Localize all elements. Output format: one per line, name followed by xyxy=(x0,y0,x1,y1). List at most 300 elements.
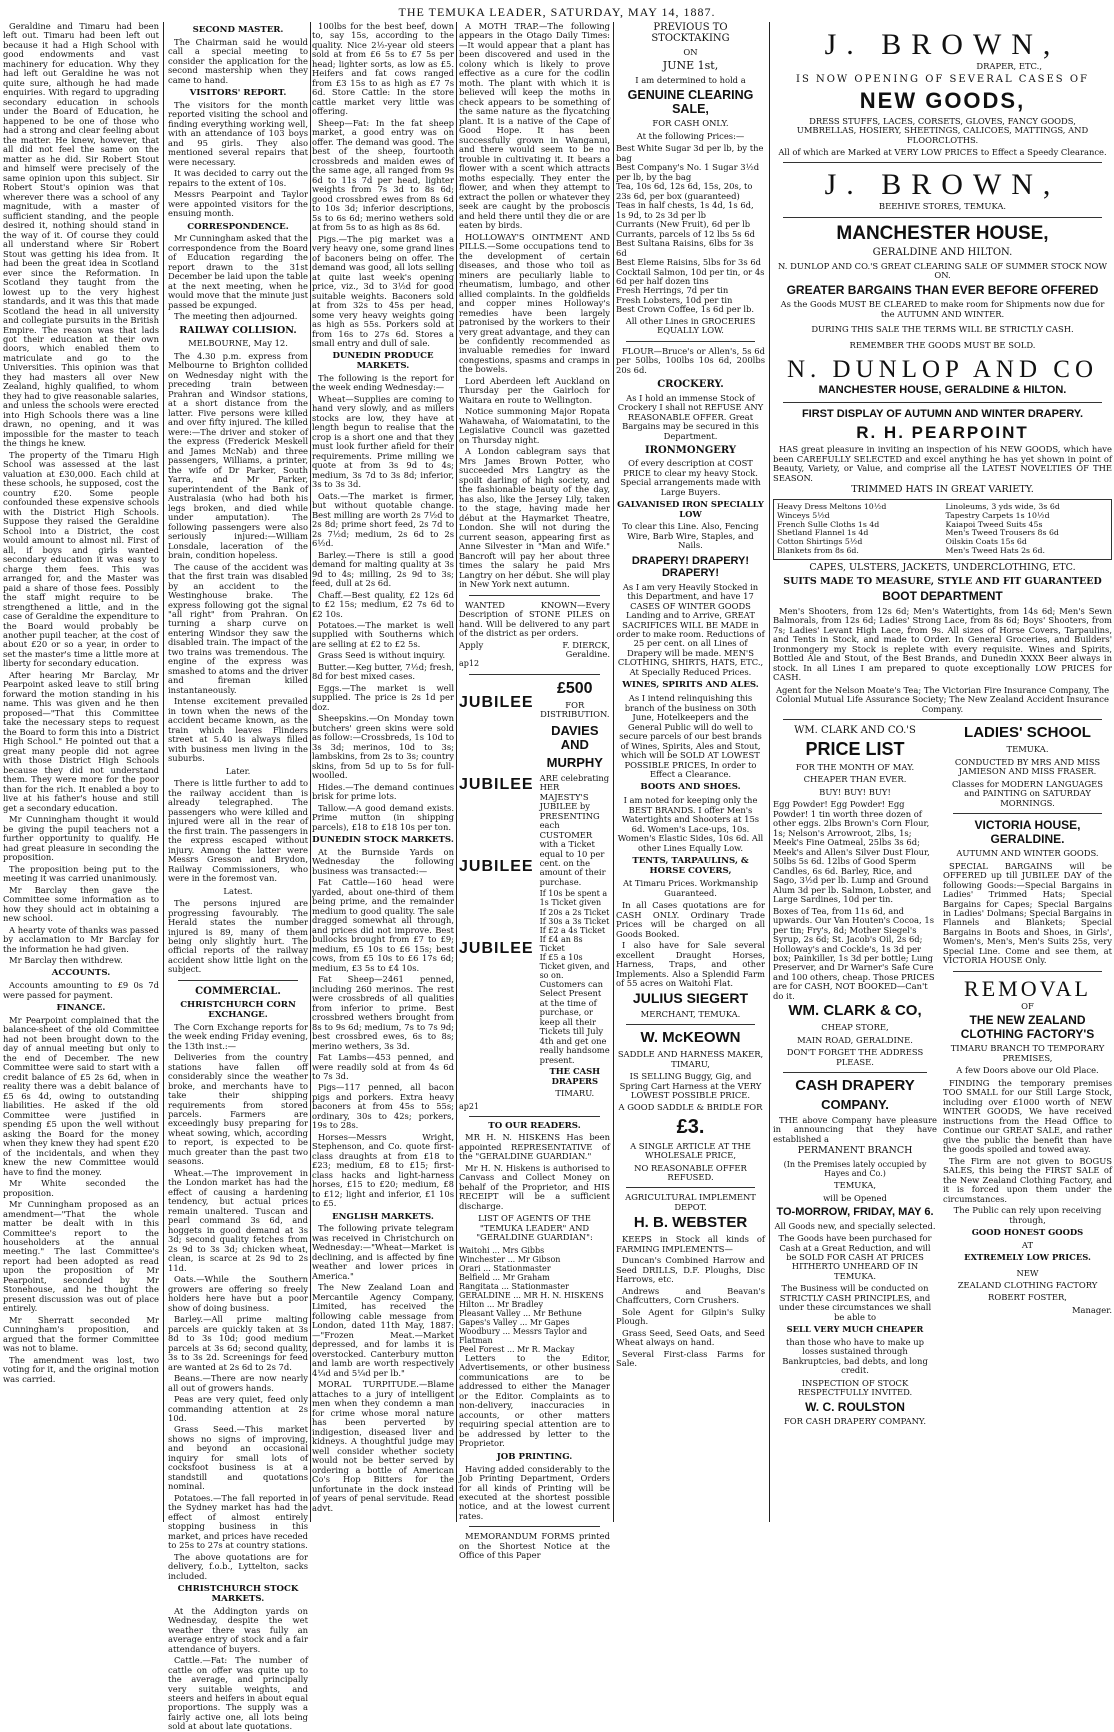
section-heading: ENGLISH MARKETS. xyxy=(332,1211,434,1222)
section-heading: SECOND MASTER. xyxy=(192,25,284,35)
jubilee-word: JUBILEE xyxy=(459,939,534,957)
price-item: Blankets from 8s 6d. xyxy=(777,546,859,556)
wholesale-line: A SINGLE ARTICLE AT THE WHOLESALE PRICE, xyxy=(630,1140,751,1161)
cheaper-line: CHEAPER THAN EVER. xyxy=(803,774,907,785)
article-paragraph: Having added considerably to the Job Printing Department, Orders for all kinds of Printing will be executed at the shortest possible notice, and at the lowest current rates. xyxy=(459,1463,610,1521)
article-paragraph: Mr H. N. Hiskens is authorised to Canvass and Collect Money on behalf of the Proprietor, and HIS RECEIPT will be a sufficient discharge. xyxy=(459,1162,610,1211)
article-paragraph: MR H. N. HISKENS Has been appointed REPRESENTATIVE of the "GERALDINE GUARDIAN." xyxy=(459,1132,610,1162)
agent-row: Woodbury ... Messrs Taylor and Flatman xyxy=(459,1326,588,1345)
mckeown-name: W. McKEOWN xyxy=(640,1029,741,1047)
foster-name: ROBERT FOSTER, xyxy=(988,1292,1067,1303)
divider xyxy=(469,595,600,596)
price-item: Men's Tweed Trousers 8s 6d xyxy=(945,528,1059,538)
permanent-branch: PERMANENT BRANCH xyxy=(797,1145,913,1157)
ticket-row: If 10s be spent a 1s Ticket given xyxy=(539,889,608,908)
column-3 xyxy=(312,22,454,1522)
section-heading: COMMERCIAL. xyxy=(195,985,281,997)
column-2 xyxy=(168,22,308,1732)
column-6 xyxy=(773,22,1112,1522)
divider xyxy=(953,813,1102,814)
pound-500: £500 xyxy=(556,679,593,697)
article-paragraph: Mr Barclay then gave the Committee some information as to how they should act in obtaining a new school. xyxy=(3,884,159,924)
divider xyxy=(178,980,298,981)
boot-body: Men's Shooters, from 12s 6d; Men's Watertights, from 14s 6d; Men's Sewn Balmorals, from 12s 6d; Ladies' Strong Lace, from 8s 6d; Boys' Shooters, from 7s; Ladies' Levant High Lace, from 9s. All sizes of Horse Covers, Tarpaulins, and Tents in Stock, and made to Order. In General Groceries, and Builders' Ironmongery my Stock is replete with every requisite. Wines and Spirits, Bottled Ale and Stout, of the Best Brands, and Dunedin XXXX Beer always in stock. In all Lines I am prepared to quote exceptionally LOW PRICES for CASH. xyxy=(773,605,1112,683)
timaru-branch: TIMARU BRANCH TO TEMPORARY PREMISES, xyxy=(950,1043,1105,1063)
article-paragraph: Letters to the Editor, Advertisements, or other business communications are to be addressed to either the Manager or the Editor. Complaints as to non-delivery, inaccuracies in accounts, or other matters requiring special attention are to be addressed by letter to the Proprietor. xyxy=(459,1353,610,1449)
flour-line: FLOUR—Bruce's or Allen's, 5s 6d per 50lbs, 100lbs 10s 6d, 200lbs 20s 6d. xyxy=(616,345,765,375)
honest-goods: GOOD HONEST GOODS xyxy=(971,1227,1084,1238)
price-item: Cotton Shirtings 5½d xyxy=(777,537,863,547)
sell-note: than those who have to make up losses sustained through Bankruptcies, bad debts, and long credit. xyxy=(782,1336,928,1376)
price-item: Men's Tweed Hats 2s 6d. xyxy=(945,546,1045,556)
article-paragraph: There is little further to add to the railway accident than is already telegraphed. The passengers who were killed and injured were all in the rear of the first train. The passengers in the express escaped without injury. Among the latter were Messrs Gresson and Brydon, Railway Commissioners, who were in the foremost van. xyxy=(168,778,308,884)
wines-heading: WINES, SPIRITS AND ALES. xyxy=(622,680,759,691)
extremely-low: EXTREMELY LOW PRICES. xyxy=(964,1252,1091,1263)
davies-body: ARE celebrating HER MAJESTY'S JUBILEE by PRESENTING each CUSTOMER with a Ticket equal to 10 per cent. on the amount of their purchase. xyxy=(539,772,610,887)
pearpoint-body: HAS great pleasure in inviting an inspection of his NEW GOODS, which have been CAREFULLY SELECTED and excel anything he has yet shown in point of Beauty, Variety, or Value, and comprise all the LATEST NOVELTIES OF THE SEASON. xyxy=(773,444,1112,483)
boot-department: BOOT DEPARTMENT xyxy=(882,589,1003,604)
lower-left xyxy=(773,725,937,1430)
column-5 xyxy=(616,22,765,1522)
price-list-month: FOR THE MONTH OF MAY. xyxy=(795,761,915,772)
section-heading: CHRISTCHURCH STOCK MARKETS. xyxy=(177,1584,299,1604)
divider xyxy=(626,1187,755,1188)
agent-row: GERALDINE ... MR H. N. HISKENS xyxy=(459,1290,604,1300)
webster-body: KEEPS in Stock all kinds of FARMING IMPLEMENTS— xyxy=(616,1234,765,1254)
classes-note: Classes for MODERN LANGUAGES and PAINTING on SATURDAY MORNINGS. xyxy=(952,778,1103,808)
article-paragraph: Peas are very quiet, feed only commanding attention at 2s 10d. xyxy=(168,1394,308,1423)
cash-only: FOR CASH ONLY. xyxy=(652,118,729,129)
ironmongery-heading: IRONMONGERY xyxy=(644,445,737,457)
article-paragraph: Fat Sheep—2461 penned, including 260 merinos. The rest were crossbreds of all qualities from inferior to prime. Best crossbred wethers brought from 8s to 9s 6d; medium, 7s to 7s 9d; best crossbred ewes, 6s to 8s; merino wethers, 3s 3d. xyxy=(312,974,454,1051)
public-line: The Public can rely upon receiving through, xyxy=(953,1205,1102,1225)
ladies-temuka: TEMUKA. xyxy=(1006,744,1049,755)
price-row: Best Sultana Raisins, 6lbs for 3s 6d xyxy=(616,238,754,258)
price-row: Currants, parcels of 12 lbs 5s 6d xyxy=(616,228,755,239)
article-paragraph: Geraldine and Timaru had been left out. Timaru had been left out because it had a High School with good endowments and vast machinery for education. Why they had left out Geraldine he was not quite sure, although he had made enquiries. With regard to upgrading secondary education in schools under the Board of Education, he happened to be one of those who had a strong and clear feeling about the matter. He knew, however, that all did not feel the same on the matter as he did. Sir Robert Stout and himself were precisely of the same opinion upon this subject. Sir Robert Stout's opinion was that wherever there was a school of any magnitude, with a master of sufficient standing, and the people desired it, nothing should stand in the way of it. Of course they could all understand where Sir Robert Stout was getting his idea from. It had been the great idea in Scotland ever since the Reformation. In Scotland they taught from the lowest up to the very highest standards, and it was this that made Scotland the head in all university and collegiate pursuits in the British Empire. The reason was that lads got their education at their own doors, which enabled them to matriculate and go to the Universities. This opinion was that they had masters all over New Zealand, highly qualified, to whom they had to give reasonable salaries, and unless the schools were erected into High Schools there was a line drawn, no opening, and it was impossible for the master to teach the things he knew. xyxy=(3,21,159,449)
crockery-heading: CROCKERY. xyxy=(657,379,724,391)
article-paragraph: The above quotations are for delivery, f.o.b., Lyttelton, sacks included. xyxy=(168,1551,308,1581)
article-paragraph: Pigs.—The pig market was a very heavy one, some grand lines of baconers being on offer. The demand was good, all lots selling at quite last week's opening price, viz., 3d to 3½d for good suitable weights. Baconers sold at from 32s to 45s per head, some very heavy weights going as high as 55s. Porkers sold at from 16s to 27s 6d. Stores a small entry and dull of sale. xyxy=(312,233,454,348)
wanted-name: F. DIERCK, xyxy=(562,639,610,650)
saddle-price: £3. xyxy=(676,1115,705,1138)
now-opening: IS NOW OPENING OF SEVERAL CASES OF xyxy=(796,74,1089,86)
tomorrow-date: TO-MORROW, FRIDAY, MAY 6. xyxy=(776,1206,934,1219)
article-paragraph: Accounts amounting to £9 0s 7d were passed for payment. xyxy=(3,980,159,1000)
column-rule xyxy=(456,22,457,1522)
clark-name: WM. CLARK & CO, xyxy=(788,1002,922,1020)
subhead: Latest. xyxy=(223,885,253,896)
article-paragraph: Potatoes.—The fall reported in the Sydney market has had the effect of almost entirely stopping business in this market, and prices have receded to 25s to 27s at country stations. xyxy=(168,1492,308,1551)
article-paragraph: Lord Aberdeen left Auckland on Thursday per the Gairloch for Waitara en route to Wellington. xyxy=(459,375,610,405)
lower-right xyxy=(943,725,1112,1430)
victoria-house: VICTORIA HOUSE, GERALDINE. xyxy=(974,818,1081,846)
divider xyxy=(626,341,755,342)
article-paragraph: A MOTH TRAP.—The following appears in the Otago Daily Times:—It would appear that a plant has been discovered and used in the colony which is likely to prove effective as a cure for the codlin moth. The plant with which it is believed will keep the moths in check appears to be something of the same nature as the flycatching plant. It is a native of the Cape of Good Hope. It has been successfully grown in Wanganui, and there would seem to be no trouble in cultivating it. It bears a flower with a scent which attracts moths especially. They enter the flower, and when they attempt to extract the pollen or whatever they seek are caught by the proboscis and held there until they die or are eaten by birds. xyxy=(459,21,610,231)
dateline: MELBOURNE, May 12. xyxy=(188,338,288,349)
article-paragraph: Grass Seed.—This market shows no signs of improving, and beyond an occasional inquiry for small lots of cocksfoot business is at a standstill and quotations nominal. xyxy=(168,1424,308,1492)
divider xyxy=(953,971,1102,972)
article-paragraph: Grass Seed is without inquiry. xyxy=(318,650,446,661)
dunlop-subtitle: MANCHESTER HOUSE, GERALDINE & HILTON. xyxy=(818,384,1067,397)
section-heading: VISITORS' REPORT. xyxy=(189,88,287,99)
webster-body: Sole Agent for Gilpin's Sulky Plough. xyxy=(616,1306,765,1327)
article-paragraph: The cause of the accident was that the first train was disabled by an accident to the Westinghouse brake. The express following got the signal "all right" from Prahran. On turning a sharp curve on entering Windsor they saw the disabled train. The impact of the two trains was tremendous. The engine of the express was smashed to atoms and the driver and fireman killed instantaneously. xyxy=(168,561,308,695)
column-1 xyxy=(3,22,159,1522)
article-paragraph: Butter.—Keg butter, 7½d; fresh, 8d for best mixed cases. xyxy=(312,661,454,682)
jubilee-column xyxy=(459,680,534,1102)
ladies-school: LADIES' SCHOOL xyxy=(964,724,1091,742)
agent-row: Rangitata ... Stationmaster xyxy=(459,1281,569,1291)
ticket-row: If £5 a 10s Ticket given, and so on. xyxy=(539,952,610,980)
article-paragraph: Wheat.—The improvement in the London market has had the effect of causing a hardening tendency, but actual prices remain unaltered. Tuscan and pearl command 3s 6d, and hoggets in good demand at 3s 3d; second quality fetches from 2s 9d to 3s 3d; chicken wheat, clean, is scarce at 2s 9d to 2s 11d. xyxy=(168,1167,308,1273)
manchester-house: MANCHESTER HOUSE, xyxy=(836,222,1049,244)
agent-row: Winchester ... Mr Gibson xyxy=(459,1254,561,1264)
main-road: MAIN ROAD, GERALDINE. xyxy=(797,1034,913,1045)
price-item: Linoleums, 3 yds wide, 3s 6d xyxy=(945,502,1060,512)
new-label: NEW xyxy=(1016,1267,1039,1278)
article-paragraph: Messrs Pearpoint and Taylor were appointed visitors for the ensuing month. xyxy=(168,189,308,219)
jubilee-body xyxy=(540,680,610,1102)
timaru-label: TIMARU. xyxy=(555,1088,595,1099)
webster-body: Duncan's Combined Harrow and Seed DRILLS, D.F. Ploughs, Disc Harrows, etc. xyxy=(616,1255,765,1285)
clark-heading: WM. CLARK AND CO.'S xyxy=(794,725,916,737)
webster-body: Several First-class Farms for Sale. xyxy=(616,1348,765,1369)
clearing-sale: N. DUNLOP AND CO.'S GREAT CLEARING SALE OF SUMMER STOCK NOW ON. xyxy=(777,260,1108,281)
article-paragraph: Oats.—While the Southern growers are offering so freely holders here have but a poor show of doing business. xyxy=(168,1274,308,1313)
firm-body: The Firm are not given to BOGUS SALES, this being the FIRST SALE of the New Zealand Clothing Factory, and it is forced upon them under the circumstances. xyxy=(943,1155,1112,1204)
crockery-body: As I hold an immense Stock of Crockery I shall not REFUSE ANY REASONABLE OFFER. Great Bargains may be secured in this Department. xyxy=(617,392,764,441)
article-paragraph: Mr Sherratt seconded Mr Cunningham's proposition, and argued that the former Committee was not to blame. xyxy=(3,1314,159,1354)
terms-cash: DURING THIS SALE THE TERMS WILL BE STRICTLY CASH. xyxy=(811,324,1074,335)
price-row: Best White Sugar 3d per lb, by the bag xyxy=(616,143,764,163)
memo-ad: MEMORANDUM FORMS printed on the Shortest Notice at the Office of this Paper xyxy=(459,1531,610,1561)
article-paragraph: The persons injured are progressing favourably. The Herald states the number injured is 89, many of them being only slightly hurt. The official reports of the railway accident show little light on the subject. xyxy=(168,898,308,975)
purchased-note: The Goods have been purchased for Cash at a Great Reduction, and will be SOLD FOR CASH AT PRICES HITHERTO UNHEARD OF IN TEMUKA. xyxy=(778,1233,932,1281)
victoria-body: SPECIAL BARGAINS will be OFFERED up till JUBILEE DAY of the following Goods:—Special Bargains in Ladies' Trimmed Hats; Special Bargains for Capes; Special Bargains in Ladies' Dolmans; Special Bargains in Flannels and Blankets; Special Bargains in Boots and Shoes, in Girls', Women's, Men's, Men's Suits 25s, very Special Line. Come and see them, at VICTORIA HOUSE Only. xyxy=(943,860,1112,966)
jubilee-word: JUBILEE xyxy=(459,857,534,875)
article-paragraph: HOLLOWAY'S OINTMENT AND PILLS.—Some occupations tend to the development of certain diseases, and those who toil as miners are peculiarly liable to rheumatism, lumbago, and other allied complaints. In the goldfields and copper mines Holloway's remedies have been largely patronised by the workers to their very great advantage, and they can be confidently recommended as invaluable remedies for inward congestions, spasms and cramps in the bowels. xyxy=(459,231,610,375)
article-paragraph: The meeting then adjourned. xyxy=(174,311,298,322)
ticket-row: If £2 a 4s Ticket xyxy=(539,925,606,935)
article-paragraph: Horses—Messrs Wright, Stephenson, and Co. quote first-class draughts at from £18 to £23; medium, £8 to £15; first-class hacks and light-harness horses, £15 to £20; medium, £8 to £12; light and inferior, £1 10s to £5. xyxy=(312,1131,454,1209)
autumn-winter: AUTUMN AND WINTER GOODS. xyxy=(956,848,1099,859)
section-heading: ACCOUNTS. xyxy=(51,968,111,979)
new-goods: NEW GOODS, xyxy=(859,87,1026,113)
article-paragraph: Barley.—All prime malting parcels are quickly taken at 3s 8d to 3s 10d; good medium parcels at 3s 6d; second quality, 3s to 3s 2d. Screenings for feed are wanted at 2s 6d to 2s 7d. xyxy=(168,1314,308,1372)
price-item: Kaiapoi Tweed Suits 45s xyxy=(945,519,1043,529)
galvanised-body: To clear this Line. Also, Fencing Wire, Barb Wire, Staples, and Nails. xyxy=(622,521,759,551)
price-table xyxy=(773,499,1112,560)
mckeown-title: SADDLE AND HARNESS MAKER, TIMARU, xyxy=(617,1049,764,1069)
removal-title: REMOVAL xyxy=(964,975,1091,1001)
dunlop-title: N. DUNLOP AND CO xyxy=(786,356,1099,384)
groceries-line: All other Lines in GROCERIES EQUALLY LOW. xyxy=(625,315,756,336)
article-paragraph: Cattle.—Fat: The number of cattle on offer was quite up to the average, and principally very suitable weights, and steers and heifers in about equal proportions. The supply was a fairly active one, all lots being sold at about late quotations. xyxy=(168,1655,308,1732)
drapery-heading: DRAPERY! DRAPERY! DRAPERY! xyxy=(631,554,750,580)
section-heading: JOB PRINTING. xyxy=(496,1451,573,1462)
ironmongery-body: Of every description at COST PRICE to clear my heavy Stock. Special arrangements made with Large Buyers. xyxy=(620,458,761,497)
jubilee-word: JUBILEE xyxy=(459,775,534,793)
article-paragraph: The New Zealand Loan and Mercantile Agency Company, Limited, has received the following cable message from London, dated 11th May, 1887:—"Frozen Meat.—Market depressed, and for lambs it is overstocked. Canterbury mutton and lamb are worth respectively 4¼d and 5¼d per lb." xyxy=(312,1282,454,1378)
webster-name: H. B. WEBSTER xyxy=(633,1214,748,1232)
price-row: Teas in half chests, 1s 4d, 1s 6d, 1s 9d, to 2s 3d per lb xyxy=(616,200,754,220)
article-paragraph: Mr Barclay then withdrew. xyxy=(9,954,123,965)
article-paragraph: Mr Cunningham asked that the correspondence from the Board of Education regarding the report drawn to the 31st December be laid upon the table at the next meeting, when he would move that the minute just passed be expunged. xyxy=(168,233,308,310)
davies-tail: Customers can Select Present at the time of purchase, or keep all their Tickets till July 4th and get one really handsome present. xyxy=(539,978,610,1065)
siegert-title: MERCHANT, TEMUKA. xyxy=(640,1008,741,1019)
article-paragraph: Mr Pearpoint complained that the balance-sheet of the old Committee had not been brought down to the day of annual meeting but only to the end of December. The new Committee were said to start with a credit balance of £5 2s 6d, when in reality there was a debit balance of £5 6s 4d, owing to outstanding liabilities. He asked if the old Committee were justified in spending £5 upon the well without asking the Board for the money when they knew they had spent £20 of the incidentals, and when they knew the new Committee would have to find the money. xyxy=(3,1014,159,1177)
article-paragraph: The 4.30 p.m. express from Melbourne to Brighton collided on Wednesday night with the preceding train between Prahran and Windsor stations, at a short distance from the latter. Five persons were killed and over fifty injured. The killed were:—The driver and stoker of the express (Frederick Meskell and James McNab) and three passengers, Williams, a printer, the wife of Dr Parker, South Yarra, and Mr Parker, superintendent of the Bank of Australasia (who had both his legs broken, and died while under amputation). The following passengers were also seriously injured:—William Lonsdale, laceration of the brain, condition hopeless. xyxy=(168,350,308,561)
price-list-body: Egg Powder! Egg Powder! Egg Powder! 1 tin worth three dozen of other eggs. 2lbs Brown's Corn Flour, 1s; Nelson's Arrowroot, 2lbs, 1s; Meek's Fine Oatmeal, 25lbs 3s 6d; Meek's and Allen's Silver Dust Flour, 50lbs 5s 6d. 12lbs of Good Sperm Candles, 6s 6d. Barley, Rice, and Sago, 3½d per lb. Lump and Ground Alum 3d per lb. Salmon, Lobster, and Large Sardines, 10d per tin. xyxy=(773,799,932,905)
column-rule xyxy=(769,22,770,1522)
inspection: INSPECTION OF STOCK RESPECTFULLY INVITED. xyxy=(797,1377,913,1398)
sell-cheaper: SELL VERY MUCH CHEAPER xyxy=(786,1324,924,1335)
divider xyxy=(783,1072,927,1073)
article-paragraph: 100lbs for the best beef, down to, say 15s, according to the quality. Nice 2½-year old steers sold at from £6 5s to £7 5s per head; lighter sorts, as low as £5. Heifers and fat cows ranged from £3 15s to as high as £7 7s 6d. Store Cattle: In the store cattle market very little was offering. xyxy=(312,21,454,117)
beehive-stores: BEEHIVE STORES, TEMUKA. xyxy=(878,201,1007,212)
manager-label: Manager. xyxy=(1071,1304,1112,1315)
greater-bargains: GREATER BARGAINS THAN EVER BEFORE OFFERED xyxy=(786,282,1099,297)
price-row: Cocktail Salmon, 10d per tin, or 4s 6d per half dozen tins xyxy=(616,266,765,286)
column-rule xyxy=(613,22,614,1522)
nzcf-title: THE NEW ZEALAND CLOTHING FACTORY'S xyxy=(960,1013,1095,1041)
few-doors: A few Doors above our Old Place. xyxy=(956,1065,1099,1076)
siegert-name: JULIUS SIEGERT xyxy=(632,989,749,1006)
tents-heading: TENTS, TARPAULINS, & HORSE COVERS, xyxy=(632,856,749,876)
divider xyxy=(783,217,1102,218)
cheap-store: CHEAP STORE, xyxy=(821,1022,889,1033)
article-paragraph: Sheep—Fat: In the fat sheep market, a good entry was on offer. The demand was good. The best of the sheep, fourtooth crossbreds and maiden ewes of the same age, all ranged from 9s 6d to 11s 7d per head, lighter weights from 7s 3d to 8s 6d; good crossbred ewes from 8s 6d to 10s 3d; inferior descriptions, 5s to 6s 6d; merino wethers sold at from 5s to as high as 8s 6d. xyxy=(312,117,454,233)
ad-code: ap12 xyxy=(459,659,480,669)
article-paragraph: Wheat—Supplies are coming to hand very slowly, and as millers stocks are low, they have at length begun to realise that the crop is a short one and that they must look further afield for their requirements. Prime milling we quote at from 3s 9d to 4s; medium, 3s 7d to 3s 8d; inferior, 3s to 3s 3d. xyxy=(312,393,454,490)
agent-row: Belfield ... Mr Graham xyxy=(459,1272,550,1282)
prices-heading: At the following Prices:— xyxy=(636,130,745,141)
masthead: THE TEMUKA LEADER, SATURDAY, MAY 14, 1887. xyxy=(398,5,716,19)
divider xyxy=(626,1024,755,1025)
cleared-note: As the Goods MUST BE CLEARED to make room for Shipments now due for the AUTUMN AND WINTER. xyxy=(780,299,1105,319)
distribution-label: FOR DISTRIBUTION. xyxy=(540,699,610,720)
webster-body: Grass Seed, Seed Oats, and Seed Wheat always on hand. xyxy=(616,1327,765,1348)
capes-line: CAPES, ULSTERS, JACKETS, UNDERCLOTHING, ETC. xyxy=(809,561,1076,573)
agents-heading: LIST OF AGENTS OF THE "TEMUKA LEADER" AND "GERALDINE GUARDIAN": xyxy=(476,1213,593,1243)
agri-heading: AGRICULTURAL IMPLEMENT DEPOT. xyxy=(625,1192,756,1212)
article-paragraph: The property of the Timaru High School was assessed at the last valuation at £30,000. Each child at these schools, he supposed, cost the country £20. Some people confounded these expensive schools with the District High Schools. Suppose they raised the Geraldine School into a District, the cost would amount to almost nil. First of all, if boys and girls wanted secondary education it was easy to charge them fees. This was arranged for, and the Master was paid a share of those fees. Possibly the staff might require to be strengthened a little, and in the case of Geraldine the expenditure to the Board would probably be another pupil teacher, at the cost of about £20 or so a year, in order to set the master's time a little more at liberty for secondary education. xyxy=(3,449,159,669)
wanted-apply: Apply xyxy=(459,639,484,650)
ticket-row: If 20s a 2s Ticket xyxy=(539,907,610,917)
all-new: All Goods new, and specially selected. xyxy=(774,1220,936,1231)
article-paragraph: Mr Cunningham thought it would be giving the pupil teachers not a further opportunity to qualify. He had great pleasure in seconding the proposition. xyxy=(3,814,159,863)
agent-row: Orari ... Stationmaster xyxy=(459,1263,551,1273)
agent-row: Peel Forest ... Mr R. Mackay xyxy=(459,1344,575,1354)
divider xyxy=(469,1526,600,1527)
price-row: Fresh Lobsters, 10d per tin xyxy=(616,294,733,305)
article-paragraph: The Corn Exchange reports for the week ending Friday evening, the 13th inst.:— xyxy=(168,1021,308,1051)
article-paragraph: The proposition being put to the meeting it was carried unanimously. xyxy=(3,863,159,884)
company-label: COMPANY. xyxy=(821,1097,889,1113)
price-list-more: Boxes of Tea, from 11s 6d, and upwards. Our Van Houten's Cocoa, 1s per tin; Fry's, 8d; Mother Siegel's Syrup, 2s 6d; St. Jacob's Oil, 2s 6d; Holloway's and Cockle's, 1s 3d per box; Painkiller, 1s 3d per bottle; Lung Preserver, and Dr Warner's Safe Cure and 100 others, cheap. Those PRICES are for CASH, NOT BOOKED—Can't do it. xyxy=(773,905,935,1001)
of-label: OF xyxy=(1021,1000,1034,1011)
ticket-row: If £4 an 8s Ticket xyxy=(539,934,583,953)
for-sale: I also have for Sale several excellent Draught Horses, Harness, Traps, and other Implements. Also a Splendid Farm of 55 acres on Waitohi Flat. xyxy=(616,940,765,989)
article-paragraph: Mr White seconded the proposition. xyxy=(3,1178,159,1198)
section-heading: FINANCE. xyxy=(56,1003,106,1014)
roulston-name: W. C. ROULSTON xyxy=(805,1399,905,1414)
goods-list: DRESS STUFFS, LACES, CORSETS, GLOVES, FANCY GOODS, UMBRELLAS, HOSIERY, SHEETINGS, CALICOES, MATTINGS, AND FLOORCLOTHS. xyxy=(796,115,1089,145)
trimmed-hats: TRIMMED HATS IN GREAT VARIETY. xyxy=(851,484,1034,496)
price-table-left xyxy=(777,503,940,556)
cash-drapery-body: THE above Company have pleasure in announcing that they have established a xyxy=(773,1114,937,1144)
galvanised-heading: GALVANISED IRON SPECIALLY LOW xyxy=(617,499,764,519)
ad-code: ap21 xyxy=(459,1101,480,1111)
tents-body: At Timaru Prices. Workmanship Guaranteed. xyxy=(623,878,758,898)
jubilee-ad xyxy=(459,680,610,1102)
article-paragraph: It was decided to carry out the repairs to the extent of 10s. xyxy=(168,168,308,188)
section-heading: CHRISTCHURCH CORN EXCHANGE. xyxy=(180,1000,296,1020)
premises-note: (In the Premises lately occupied by Hayes and Co.) xyxy=(783,1160,927,1179)
dont-forget: DON'T FORGET THE ADDRESS PLEASE. xyxy=(786,1047,924,1067)
article-paragraph: Eggs.—The market is well supplied. The price is 2s 1d per doz. xyxy=(312,682,454,712)
murphy-title: MURPHY xyxy=(546,754,603,770)
article-paragraph: Fat Lambs—453 penned, and were readily sold at from 4s 6d to 7s 3d. xyxy=(312,1052,454,1081)
article-paragraph: Hides.—The demand continues brisk for prime lots. xyxy=(312,781,454,802)
suits-line: SUITS MADE TO MEASURE, STYLE AND FIT GUARANTEED xyxy=(783,575,1102,587)
ticket-row: If 30s a 3s Ticket xyxy=(539,916,610,926)
article-paragraph: Sheepskins.—On Monday town butchers' green skins were sold as follow:—Crossbreds, 1s 10d to 3s 3d; merinos, 10d to 3s; lambskins, from 2s to 3s; country skins, from 5d up to 5s for full-woolled. xyxy=(312,713,454,781)
jubilee-word: JUBILEE xyxy=(459,693,534,711)
determined: I am determined to hold a xyxy=(635,74,746,85)
price-row: Best Crown Coffee, 1s 6d per lb. xyxy=(616,304,755,315)
column-rule xyxy=(310,22,311,1522)
article-paragraph: Intense excitement prevailed in town when the news of the accident became known, as the train which leaves Flinders street at 5.40 is always filled with business men living in the suburbs. xyxy=(168,696,308,764)
geraldine-hilton: GERALDINE AND HILTON. xyxy=(872,247,1013,259)
article-paragraph: Notice summoning Major Ropata Wahawaha, of Waiomatatini, to the Legislative Council was gazetted on Thursday night. xyxy=(459,406,610,445)
wanted-ad: WANTED KNOWN—Every Description of STONE PILES on hand. Will be delivered to any part of the district as per orders. xyxy=(459,599,610,639)
price-row: Best Eleme Raisins, 5lbs for 3s 6d xyxy=(616,257,762,268)
cash-terms: In all Cases quotations are for CASH ONLY. Ordinary Trade Prices will be charged on all Goods Booked. xyxy=(616,900,765,939)
divider xyxy=(469,674,600,675)
article-paragraph: Oats.—The market is firmer, but without quotable change. Best milling are worth 2s 7½d to 2s 8d; prime short feed, 2s 7d to 2s 7½d; medium, 2s 6d to 2s 6½d. xyxy=(312,490,454,549)
brown-title-2: J. BROWN, xyxy=(824,168,1061,202)
section-heading: RAILWAY COLLISION. xyxy=(179,324,297,336)
article-paragraph: Pigs—117 penned, all bacon pigs and porkers. Extra heavy baconers at from 45s to 55s; ordinary, 30s to 42s; porkers, 19s to 28s. xyxy=(312,1082,454,1131)
article-paragraph: The following private telegram was received in Christchurch on Wednesday:—"Wheat—Market is declining, and is affected by fine weather and lower prices in America." xyxy=(312,1223,454,1281)
remember-sold: REMEMBER THE GOODS MUST BE SOLD. xyxy=(849,339,1036,350)
boots-heading: BOOTS AND SHOES. xyxy=(640,782,741,793)
price-row: Fresh Herrings, 7d per tin xyxy=(616,285,729,296)
section-heading: DUNEDIN PRODUCE MARKETS. xyxy=(332,351,434,372)
genuine-sale: GENUINE CLEARING SALE, xyxy=(627,87,754,117)
factory-label: ZEALAND CLOTHING FACTORY xyxy=(957,1280,1098,1290)
saddle-offer: A GOOD SADDLE & BRIDLE FOR xyxy=(618,1102,763,1113)
article-paragraph: MORAL TURPITUDE.—Blame attaches to a jury of intelligent men when they condemn a man for crime whose moral nature has been perverted by indigestion, diseased liver and kidneys. A thoughtful judge may well consider whether society would not be better served by ordering a bottle of American Co's Hop Bitters for the unfortunate in the dock instead of years of penal servitude. Read advt. xyxy=(312,1379,454,1513)
prev-stocktaking: PREVIOUS TO STOCKTAKING xyxy=(651,22,730,45)
agent-row: Hilton ... Mr Bradley xyxy=(459,1299,543,1309)
webster-body: Andrews and Beavan's Chaffcutters, Corn Crushers. xyxy=(616,1285,765,1306)
price-item: Tapestry Carpets 1s 10½d xyxy=(945,510,1050,520)
brown-subtitle: DRAPER, ETC., xyxy=(976,60,1042,71)
pearpoint-name: R. H. PEARPOINT xyxy=(856,423,1029,443)
boots-body: I am noted for keeping only the BEST BRANDS. I offer Men's Watertights and Shooters at 15s 6d. Women's Lace-ups, 10s. Women's Elastic Sides, 10s 6d. All other Lines Equally Low. xyxy=(617,795,764,853)
cash-drapery-title: CASH DRAPERY xyxy=(795,1077,915,1095)
divider xyxy=(783,719,1102,720)
article-paragraph: A hearty vote of thanks was passed by acclamation to Mr Barclay for the information he had given. xyxy=(3,924,159,954)
article-paragraph: The following is the report for the week ending Wednesday:— xyxy=(312,372,454,393)
section-heading: CORRESPONDENCE. xyxy=(187,221,289,232)
price-row: Tea, 10s 6d, 12s 6d, 15s, 20s, to 23s 6d, per box (guaranteed) xyxy=(616,181,753,201)
column-rule xyxy=(163,22,164,1522)
article-paragraph: Deliveries from the country stations have fallen off considerably since the weather broke, and merchants have to take their shipping requirements from stored parcels. Farmers are exceedingly busy preparing for wheat sowing, which, according to report, is expected to be much greater than the past two seasons. xyxy=(168,1052,308,1167)
agent-row: Pleasant Valley ... Mr Bethune xyxy=(459,1308,582,1318)
subhead: Later. xyxy=(225,765,251,776)
article-paragraph: Fat Cattle—160 head were yarded, about one-third of them being prime, and the remainder medium to good quality. The sale dragged somewhat all through, and prices did not improve. Best bullocks brought from £7 to £9; medium, £5 10s to £6 15s; best cows, from £5 10s to £6 17s 6d; medium, £3 5s to £4 10s. xyxy=(312,877,454,973)
price-item: French Sulle Cloths 1s 4d xyxy=(777,519,880,529)
conducted-note: The Business will be conducted on STRICTLY CASH PRINCIPLES, and under these circumstances we shall be able to xyxy=(778,1283,932,1322)
divider xyxy=(783,402,1102,403)
finding-body: FINDING the temporary premises TOO SMALL for our Still Large Stock, including over £1000 worth of NEW WINTER GOODS, We have received instructions from the Head Office to Continue our GREAT SALE, and rather give the public the benefit than have the goods spoiled and towed away. xyxy=(943,1077,1112,1155)
article-paragraph: Barley.—There is still a good demand for malting quality at 3s 9d to 4s; milling, 2s 9d to 3s; feed, dull at 2s 6d. xyxy=(312,549,454,589)
agent-row: Waitohi ... Mrs Gibbs xyxy=(459,1245,545,1255)
june-date: JUNE 1st, xyxy=(662,59,719,73)
article-paragraph: Chaff.—Best quality, £2 12s 6d to £2 15s; medium, £2 7s 6d to £2 10s. xyxy=(312,589,454,619)
mckeown-body: IS SELLING Buggy, Gig, and Spring Cart Harness at the VERY LOWEST POSSIBLE PRICE. xyxy=(619,1071,762,1100)
article-paragraph: A London cablegram says that Mrs James Brown Potter, who succeeded Mrs Langtry as the spoilt darling of high society, and the fashionable beauty of the day, has also, like the Jersey Lily, taken to the stage, having made her début at the Haymarket Theatre, London. She will not during the current season, appearing first as Anne Silvester in "Man and Wife." Bancroft will pay her about three times the salary he paid Mrs Langtry on her début. She will play in New York next autumn. xyxy=(459,446,610,590)
price-item: Heavy Dress Meltons 10½d xyxy=(777,502,887,512)
davies-title: DAVIES AND xyxy=(551,722,599,753)
divider xyxy=(783,162,1102,163)
agent-line: Agent for the Nelson Moate's Tea; The Victorian Fire Insurance Company, The Colonial Mutual Life Assurance Society; The New Zealand Accident Insurance Company. xyxy=(775,684,1110,714)
article-paragraph: Mr Cunningham proposed as an amendment—"That the whole matter be dealt with in this Committee's report to the householders at the annual meeting." The last Committee's report had been adopted as read upon the proposition of Mr Pearpoint, seconded by Mr Stonehouse, and he thought the present discussion was out of place entirely. xyxy=(3,1199,159,1314)
price-list-title: PRICE LIST xyxy=(805,739,905,760)
buy-line: BUY! BUY! BUY! xyxy=(819,786,891,797)
brown-title: J. BROWN, xyxy=(824,28,1061,61)
lower-ads xyxy=(773,725,1112,1430)
no-offer-refused: NO REASONABLE OFFER REFUSED. xyxy=(634,1162,747,1182)
cash-drapers: THE CASH DRAPERS xyxy=(549,1066,601,1086)
section-heading: TO OUR READERS. xyxy=(488,1120,581,1131)
price-item: Shetland Flannel 1s 4d xyxy=(777,528,869,538)
agent-row: Gapes's Valley ... Mr Gapes xyxy=(459,1317,570,1327)
roulston-title: FOR CASH DRAPERY COMPANY. xyxy=(783,1416,927,1427)
article-paragraph: The visitors for the month reported visiting the school and finding everything working well, with an attendance of 103 boys and 95 girls. They also mentioned several repairs that were necessary. xyxy=(168,99,308,167)
article-paragraph: At the Burnside Yards on Wednesday the following business was transacted:— xyxy=(312,846,454,876)
price-item: Oilskin Coats 15s 6d xyxy=(945,537,1027,547)
article-paragraph: At the Addington yards on Wednesday, despite the wet weather there was fully an average entry of stock and a fair attendance of buyers. xyxy=(168,1605,308,1654)
section-heading: DUNEDIN STOCK MARKETS. xyxy=(312,835,454,846)
wanted-place: Geraldine. xyxy=(565,649,610,659)
at-label: AT xyxy=(1021,1239,1034,1250)
drapery-body: As I am very Heavily Stocked in this Department, and have 17 CASES OF WINTER GOODS Landing and to Arrive, GREAT SACRIFICES WILL BE MADE in order to make room. Reductions of 25 per cent. on all Lines of Drapery will be made. MEN'S CLOTHING, SHIRTS, HATS, ETC., At Specially Reduced Prices. xyxy=(616,581,765,677)
price-item: Winceys 5½d xyxy=(777,510,830,520)
column-4 xyxy=(459,21,610,1561)
temuka-label: TEMUKA, xyxy=(834,1180,876,1191)
ladies-conducted: CONDUCTED BY MRS AND MISS JAMIESON AND MISS FRASER. xyxy=(954,756,1101,777)
price-row: Currants (New Fruit), 6d per lb xyxy=(616,219,751,230)
divider xyxy=(469,1116,600,1117)
first-display: FIRST DISPLAY OF AUTUMN AND WINTER DRAPERY. xyxy=(801,407,1084,420)
opened-label: will be Opened xyxy=(823,1192,887,1203)
on-label: ON xyxy=(683,46,698,57)
price-table-right xyxy=(946,503,1109,556)
wines-body: As I intend relinquishing this branch of the business on 30th June, Hotelkeepers and the General Public will do well to secure parcels of our best brands of Wines, Spirits, Ales and Stout, which will be SOLD AT LOWEST POSSIBLE PRICES, In order to Effect a Clearance. xyxy=(619,693,762,779)
article-paragraph: Tallow.—A good demand exists. Prime mutton (in shipping parcels), £18 to £18 10s per ton. xyxy=(312,802,454,832)
article-paragraph: Beans.—There are now nearly all out of growers hands. xyxy=(168,1373,308,1393)
article-paragraph: The amendment was lost, two voting for it, and the original motion was carried. xyxy=(3,1354,159,1384)
price-row: Best Company's No. 1 Sugar 3½d per lb, by the bag xyxy=(616,162,760,182)
article-paragraph: The Chairman said he would call a special meeting to consider the application for the second mastership when they came to hand. xyxy=(168,36,308,85)
marked-low: All of which are Marked at VERY LOW PRICES to Effect a Speedy Clearance. xyxy=(778,146,1107,157)
article-paragraph: Potatoes.—The market is well supplied with Southerns which are selling at £2 to £2 5s. xyxy=(312,619,454,649)
